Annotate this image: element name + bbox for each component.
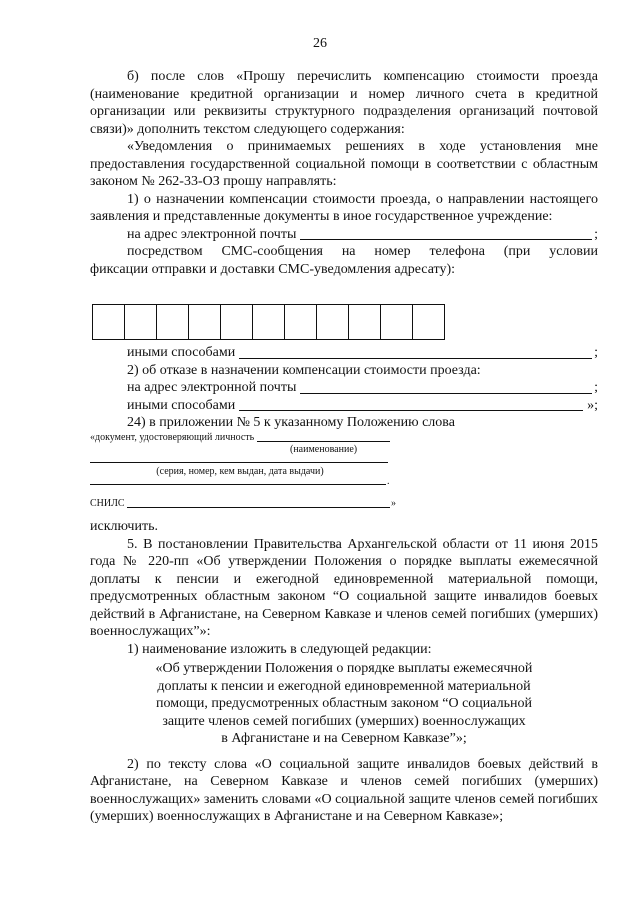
snils-line (90, 498, 396, 510)
phone-digit-box (252, 304, 284, 340)
phone-digit-box (156, 304, 188, 340)
quoted-title-line: в Афганистане и на Северном Кавказе”»; (221, 731, 467, 746)
paragraph-5-1: 1) наименование изложить в следующей редакции: (127, 641, 432, 657)
doc-end: . (387, 476, 390, 487)
phone-digit-box (380, 304, 412, 340)
quoted-title-line: доплаты к пенсии и ежегодной единовременной материальной (157, 678, 531, 694)
email2-blank (300, 392, 592, 394)
quoted-title-line: защите членов семей погибших (умерших) военнослужащих (162, 713, 526, 729)
other-end: ; (594, 345, 598, 360)
phone-digit-box (124, 304, 156, 340)
quoted-title (90, 660, 598, 748)
doc-rule-1 (90, 462, 388, 463)
snils-label: СНИЛС (90, 498, 125, 509)
snils-blank (127, 507, 390, 508)
doc-blank (257, 441, 390, 442)
phone-digit-box (188, 304, 220, 340)
quoted-title-line: «Об утверждении Положения о порядке выплаты ежемесячной (155, 661, 533, 676)
page-number: 26 (313, 36, 327, 51)
other2-end: »; (587, 397, 598, 413)
doc-line (90, 432, 390, 444)
paragraph-item1: 1) о назначении компенсации стоимости проезда, о направлении настоящего заявления и представленные документы в иное государственное учреждение: (90, 191, 598, 224)
phone-digit-box (412, 304, 445, 340)
doc-fragment (90, 432, 390, 456)
doc-caption-1: (наименование) (290, 444, 358, 455)
email2-label: на адрес электронной почты (127, 380, 297, 395)
other2-blank (239, 409, 583, 411)
other-line (90, 344, 598, 362)
paragraph-24: 24) в приложении № 5 к указанному Положению слова (127, 415, 455, 430)
snils-end: » (391, 498, 396, 509)
phone-digit-box (348, 304, 380, 340)
phone-number-boxes (92, 304, 598, 338)
phone-digit-box (92, 304, 124, 340)
paragraph-5: 5. В постановлении Правительства Архангельской области от 11 июня 2015 года № 220-пп «Об утверждении Положения о порядке выплаты ежемесячной доплаты к пенсии и ежегодной единовременной материальной помощи, предусмотренных областным законом “О социальной защите инвалидов боевых действий в Афганистане, на Северном Кавказе и членов семей погибших (умерших) военнослужащих”»: (90, 536, 598, 639)
doc-caption-2: (серия, номер, кем выдан, дата выдачи) (156, 466, 324, 477)
other-blank (239, 357, 592, 359)
text-block-middle (90, 344, 598, 432)
email2-end: ; (594, 380, 598, 395)
email-label: на адрес электронной почты (127, 226, 297, 242)
email-blank (300, 238, 592, 240)
phone-digit-box (284, 304, 316, 340)
phone-digit-box (220, 304, 252, 340)
other-label: иными способами (127, 345, 236, 360)
paragraph-5-2: 2) по тексту слова «О социальной защите инвалидов боевых действий в Афганистане, на Северном Кавказе и членов семей погибших (умерших) военнослужащих» заменить словами «О социальной защите членов семей погибших (умерших) военнослужащих в Афганистане и на Северном Кавказе»; (90, 756, 598, 824)
phone-boxes-wrap (90, 296, 598, 346)
quoted-title-line: помощи, предусмотренных областным законом “О социальной (156, 696, 532, 711)
other2-label: иными способами (127, 397, 236, 413)
email-line (90, 226, 598, 244)
paragraph-notice: «Уведомления о принимаемых решениях в ходе установления мне предоставления государственной социальной помощи в соответствии с областным законом № 262-33-ОЗ прошу направлять: (90, 139, 598, 189)
text-block-top (90, 68, 598, 278)
sms-line-2: фиксации отправки и доставки СМС-уведомления адресату): (90, 261, 456, 277)
other2-line (90, 397, 598, 415)
exclude-text: исключить. (90, 519, 158, 534)
email-end: ; (594, 226, 598, 242)
paragraph-b: б) после слов «Прошу перечислить компенсацию стоимости проезда (наименование кредитной организации и номер личного счета в кредитной организации или реквизиты структурного подразделения организаций почтовой связи)» дополнить текстом следующего содержания: (90, 69, 598, 137)
phone-digit-box (316, 304, 348, 340)
sms-line-1: посредством СМС-сообщения на номер телефона (при условии (127, 244, 598, 259)
email2-line (90, 379, 598, 397)
doc-rule-2 (90, 484, 386, 485)
paragraph-item2: 2) об отказе в назначении компенсации стоимости проезда: (127, 362, 481, 378)
doc-label: «документ, удостоверяющий личность (90, 432, 255, 443)
text-block-bottom (90, 518, 598, 826)
